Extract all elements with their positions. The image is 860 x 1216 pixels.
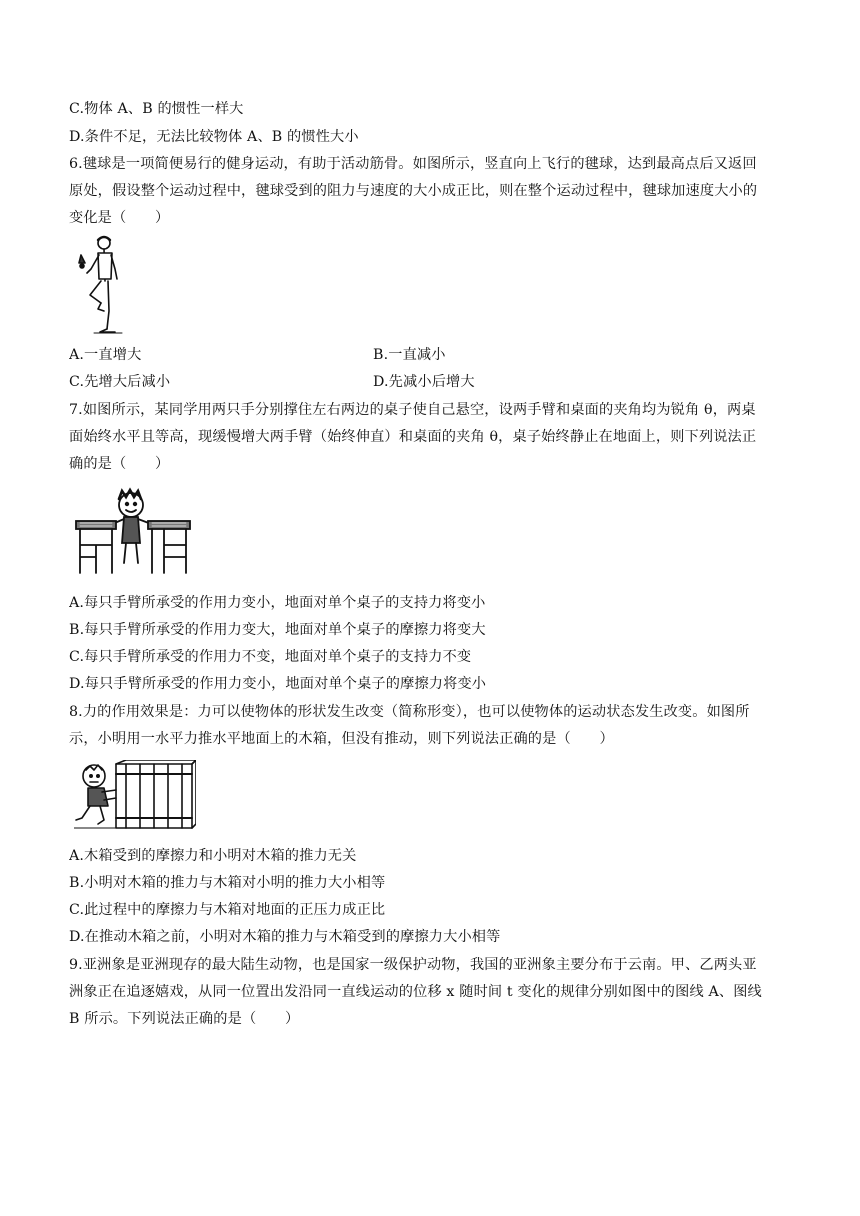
q6-option-d: D.先减小后增大 (373, 374, 475, 390)
q6-option-a: A.一直增大 (69, 347, 142, 363)
q6-stem-line-2: 原处，假设整个运动过程中，毽球受到的阻力与速度的大小成正比，则在整个运动过程中，毽球加速度大小的 (69, 183, 758, 199)
q6-stem-line-3: 变化是（ ） (69, 210, 170, 226)
q7-option-c: C.每只手臂所承受的作用力不变，地面对单个桌子的支持力不变 (69, 649, 472, 665)
q6-stem-line-1: 6.毽球是一项简便易行的健身运动，有助于活动筋骨。如图所示，竖直向上飞行的毽球，达到最高点后又返回 (69, 156, 757, 172)
q9-stem-line-2: 洲象正在追逐嬉戏，从同一位置出发沿同一直线运动的位移 x 随时间 t 变化的规律分别如图中的图线 A、图线 (69, 984, 762, 1000)
q8-option-a: A.木箱受到的摩擦力和小明对木箱的推力无关 (69, 848, 357, 864)
q6-option-c: C.先增大后减小 (69, 374, 171, 390)
q8-stem-line-1: 8.力的作用效果是：力可以使物体的形状发生改变（简称形变），也可以使物体的运动状态发生改变。如图所 (69, 704, 750, 720)
q7-option-d: D.每只手臂所承受的作用力变小，地面对单个桌子的摩擦力将变小 (69, 676, 487, 692)
q5-option-d: D.条件不足，无法比较物体 A、B 的惯性大小 (69, 129, 359, 145)
student-between-desks-figure (74, 487, 194, 579)
q8-option-c: C.此过程中的摩擦力与木箱对地面的正压力成正比 (69, 902, 386, 918)
q7-stem-line-2: 面始终水平且等高，现缓慢增大两手臂（始终伸直）和桌面的夹角 θ，桌子始终静止在地面上，则下列说法正 (69, 429, 757, 445)
q7-stem-line-3: 确的是（ ） (69, 456, 170, 472)
q9-stem-line-3: B 所示。下列说法正确的是（ ） (69, 1011, 300, 1027)
boy-pushing-crate-figure (74, 760, 196, 832)
q8-stem-line-2: 示，小明用一水平力推水平地面上的木箱，但没有推动，则下列说法正确的是（ ） (69, 731, 614, 747)
q9-stem-line-1: 9.亚洲象是亚洲现存的最大陆生动物，也是国家一级保护动物，我国的亚洲象主要分布于云南。甲、乙两头亚 (69, 957, 757, 973)
q6-option-b: B.一直减小 (373, 347, 446, 363)
shuttlecock-kicker-figure (74, 233, 126, 337)
q5-option-c: C.物体 A、B 的惯性一样大 (69, 101, 244, 117)
q8-option-b: B.小明对木箱的推力与木箱对小明的推力大小相等 (69, 875, 386, 891)
q7-option-b: B.每只手臂所承受的作用力变大，地面对单个桌子的摩擦力将变大 (69, 622, 486, 638)
q7-stem-line-1: 7.如图所示，某同学用两只手分别撑住左右两边的桌子使自己悬空，设两手臂和桌面的夹角均为锐角 θ，两桌 (69, 402, 756, 418)
q8-option-d: D.在推动木箱之前，小明对木箱的推力与木箱受到的摩擦力大小相等 (69, 929, 501, 945)
q7-option-a: A.每只手臂所承受的作用力变小，地面对单个桌子的支持力将变小 (69, 595, 486, 611)
